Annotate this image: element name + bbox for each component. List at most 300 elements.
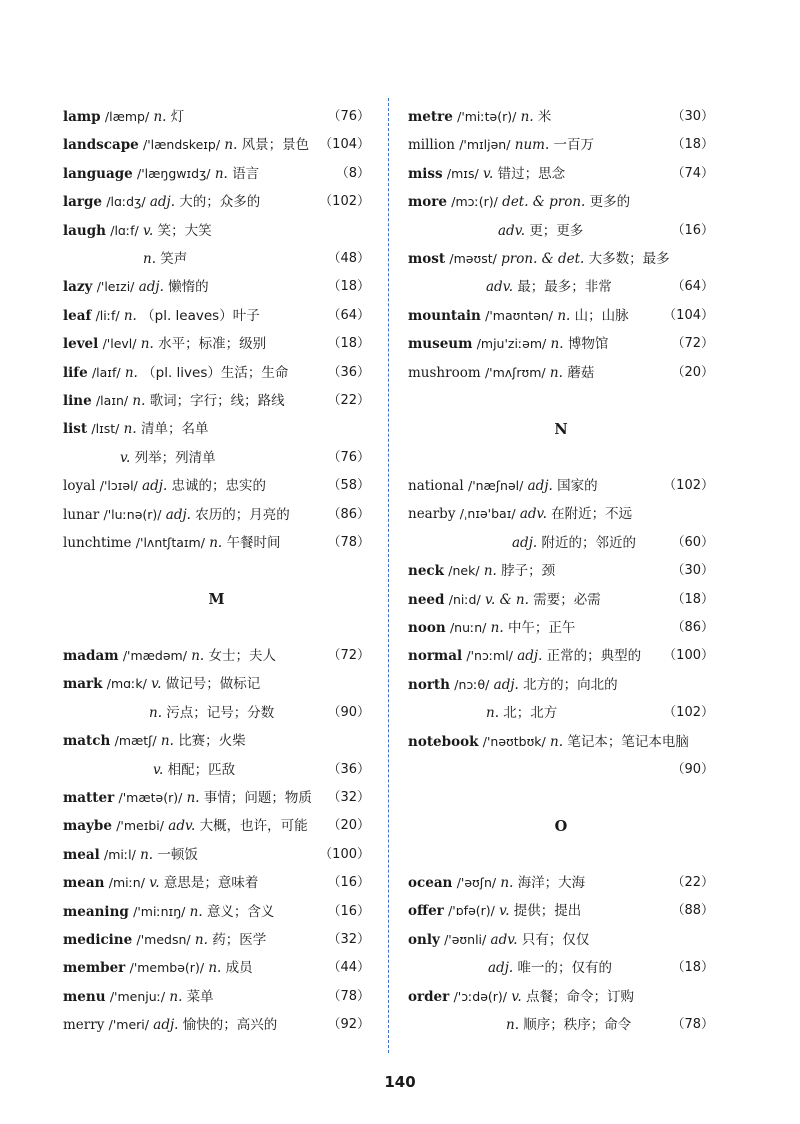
- dictionary-entry: [63, 333, 370, 355]
- translation: 菜单: [186, 988, 214, 1005]
- part-of-speech: adj.: [149, 194, 175, 211]
- entry-text: [63, 305, 260, 327]
- translation: 忠诚的；忠实的: [171, 478, 267, 495]
- page-reference: （18）: [671, 137, 714, 153]
- page-reference: （20）: [671, 364, 714, 380]
- translation: 灯: [170, 109, 185, 125]
- page-reference: （22）: [671, 875, 714, 890]
- headword: life: [63, 364, 88, 381]
- translation: 顺序；秩序；命令: [523, 1017, 632, 1033]
- dictionary-entry: [408, 333, 714, 355]
- entry-text: [63, 418, 208, 440]
- part-of-speech: n.: [169, 988, 183, 1005]
- headword: neck: [408, 563, 444, 580]
- headword: offer: [408, 903, 444, 920]
- translation: （pl. leaves）叶子: [141, 307, 260, 324]
- page-reference: （86）: [671, 620, 714, 635]
- part-of-speech: v.: [499, 903, 510, 920]
- entry-text: [506, 1014, 631, 1036]
- page-reference: （102）: [663, 478, 714, 493]
- dictionary-entry: [63, 929, 370, 951]
- entry-text: [149, 702, 274, 724]
- part-of-speech: v.: [153, 761, 164, 778]
- part-of-speech: n.: [143, 251, 156, 267]
- phonetic: /lɑːf/: [110, 222, 139, 238]
- dictionary-entry: [408, 362, 714, 384]
- page-reference: （76）: [327, 109, 370, 124]
- headword: most: [408, 251, 446, 267]
- page-reference: （16）: [327, 875, 370, 891]
- entry-text: [408, 333, 608, 355]
- part-of-speech: n.: [486, 705, 499, 722]
- headword: lamp: [63, 109, 101, 125]
- entry-continuation: [63, 447, 370, 469]
- entry-text: [63, 163, 259, 185]
- dictionary-entry: [63, 957, 370, 979]
- translation: 愉快的；高兴的: [182, 1017, 278, 1034]
- entry-text: [408, 674, 618, 696]
- translation: 列举；列清单: [134, 449, 216, 466]
- part-of-speech: adj.: [488, 960, 514, 977]
- headword: nearby: [408, 506, 456, 523]
- entry-text: [408, 362, 594, 384]
- phonetic: /'nəʊtbʊk/: [482, 733, 546, 749]
- headword: mark: [63, 676, 103, 693]
- part-of-speech: n.: [123, 307, 137, 324]
- dictionary-entry: [63, 1014, 370, 1036]
- page-reference: （102）: [319, 194, 370, 210]
- phonetic: /nuːn/: [449, 620, 487, 635]
- entry-continuation: [63, 702, 370, 724]
- translation: 正常的；典型的: [546, 648, 642, 665]
- part-of-speech: adj.: [142, 478, 168, 495]
- phonetic: /'meri/: [108, 1017, 149, 1033]
- entry-text: [63, 532, 281, 554]
- headword: line: [63, 393, 92, 409]
- page-reference: （76）: [327, 449, 370, 465]
- entry-text: [408, 475, 598, 497]
- entry-text: [408, 731, 689, 753]
- section-letter: M: [208, 591, 225, 608]
- page-reference: （74）: [671, 165, 714, 181]
- translation: 大多数；最多: [588, 251, 670, 267]
- translation: 笑；大笑: [157, 222, 212, 239]
- translation: 午餐时间: [226, 535, 281, 551]
- dictionary-entry: [408, 503, 714, 525]
- part-of-speech: n.: [123, 421, 137, 438]
- part-of-speech: n.: [490, 620, 504, 636]
- translation: 山；山脉: [574, 307, 629, 324]
- phonetic: /'mædəm/: [122, 648, 187, 663]
- entry-text: [63, 730, 246, 752]
- part-of-speech: n.: [140, 846, 154, 863]
- phonetic: /laɪf/: [91, 364, 121, 380]
- entry-text: [63, 106, 184, 128]
- phonetic: /niːd/: [448, 591, 481, 607]
- page-reference: （16）: [671, 222, 714, 238]
- part-of-speech: adj.: [527, 478, 553, 494]
- part-of-speech: n.: [557, 307, 571, 324]
- part-of-speech: n.: [483, 563, 497, 580]
- translation: （pl. lives）生活；生命: [142, 364, 289, 381]
- headword: order: [408, 988, 450, 1005]
- dictionary-entry: [408, 589, 714, 611]
- phonetic: /'nɔːml/: [466, 648, 513, 664]
- translation: 一百万: [553, 137, 595, 154]
- part-of-speech: v.: [149, 875, 160, 892]
- entry-text: [408, 617, 575, 639]
- translation: 错过；思念: [497, 165, 566, 182]
- dictionary-entry: [63, 475, 370, 497]
- dictionary-entry: [408, 106, 714, 128]
- headword: loyal: [63, 478, 96, 495]
- page-reference: （78）: [671, 1017, 714, 1032]
- headword: merry: [63, 1017, 105, 1034]
- part-of-speech: v.: [143, 222, 154, 239]
- entry-text: [63, 673, 260, 695]
- headword: large: [63, 194, 103, 211]
- translation: 事情；问题；物质: [203, 790, 312, 806]
- part-of-speech: adv.: [498, 222, 526, 239]
- dictionary-entry: [63, 418, 370, 440]
- page-reference: （72）: [327, 648, 370, 663]
- headword: mean: [63, 875, 105, 892]
- part-of-speech: v.: [151, 676, 162, 693]
- headword: national: [408, 478, 464, 494]
- part-of-speech: adj.: [165, 506, 191, 523]
- translation: 北方的；向北的: [523, 676, 618, 693]
- page-reference: （18）: [327, 336, 370, 352]
- page-reference: （78）: [327, 535, 370, 550]
- entry-text: [408, 106, 551, 128]
- entry-text: [408, 248, 670, 270]
- dictionary-entry: [408, 475, 714, 497]
- headword: million: [408, 137, 455, 154]
- page-reference: （104）: [319, 137, 370, 153]
- translation: 唯一的；仅有的: [517, 960, 612, 977]
- headword: mushroom: [408, 364, 481, 381]
- part-of-speech: n.: [153, 109, 167, 125]
- phonetic: /nek/: [448, 563, 480, 579]
- page-reference: （102）: [663, 705, 714, 721]
- entry-text: [486, 702, 557, 724]
- translation: 在附近；不远: [551, 506, 633, 523]
- dictionary-entry: [63, 163, 370, 185]
- dictionary-entry: [408, 617, 714, 639]
- part-of-speech: n.: [149, 704, 162, 721]
- entry-text: [63, 220, 212, 242]
- headword: miss: [408, 165, 443, 182]
- page-reference: （78）: [327, 988, 370, 1004]
- phonetic: /liːf/: [95, 307, 120, 323]
- dictionary-entry: [63, 276, 370, 298]
- page-reference: （36）: [327, 364, 370, 380]
- page-reference: （104）: [663, 307, 714, 323]
- phonetic: /'maʊntən/: [485, 307, 554, 323]
- part-of-speech: n.: [209, 535, 223, 551]
- part-of-speech: adv.: [519, 506, 547, 523]
- headword: match: [63, 733, 111, 750]
- dictionary-entry: [408, 163, 714, 185]
- part-of-speech: adv.: [486, 279, 514, 296]
- phonetic: /'mætə(r)/: [118, 790, 183, 805]
- translation: 脖子；颈: [501, 563, 556, 580]
- dictionary-entry: [63, 532, 370, 554]
- phonetic: /lɑːdʒ/: [106, 194, 146, 210]
- translation: 意思是；意味着: [163, 875, 259, 892]
- part-of-speech: v. & n.: [485, 591, 529, 608]
- phonetic: /'levl/: [102, 336, 137, 352]
- entry-text: [63, 134, 309, 156]
- part-of-speech: n.: [520, 109, 534, 125]
- translation: 比赛；火柴: [178, 733, 246, 750]
- entry-text: [63, 844, 198, 866]
- dictionary-entry: [408, 191, 714, 213]
- entry-text: [498, 220, 583, 242]
- part-of-speech: adv.: [168, 818, 196, 835]
- translation: 大概，也许，可能: [199, 818, 308, 835]
- phonetic: /miːn/: [108, 875, 145, 891]
- dictionary-entry: [408, 134, 714, 156]
- translation: 歌词；字行；线；路线: [149, 393, 285, 409]
- entry-text: [153, 759, 235, 781]
- entry-continuation: [408, 532, 714, 554]
- page-reference: （64）: [327, 307, 370, 323]
- part-of-speech: n.: [160, 733, 174, 750]
- entry-continuation: [408, 1014, 714, 1036]
- translation: 风景；景色: [241, 137, 310, 154]
- part-of-speech: adj.: [517, 648, 543, 665]
- headword: leaf: [63, 307, 92, 324]
- entry-text: [63, 191, 260, 213]
- page-reference: （20）: [327, 818, 370, 834]
- translation: 只有；仅仅: [521, 931, 590, 948]
- entry-text: [408, 134, 594, 156]
- phonetic: /mætʃ/: [114, 733, 157, 749]
- page-reference: （58）: [327, 478, 370, 494]
- translation: 海洋；大海: [517, 875, 586, 891]
- headword: member: [63, 960, 126, 977]
- entry-text: [63, 475, 266, 497]
- phonetic: /'læŋgwɪdʒ/: [137, 165, 211, 181]
- phonetic: /mɔː(r)/: [451, 194, 498, 210]
- entry-text: [408, 900, 581, 922]
- phonetic: /'membə(r)/: [129, 960, 205, 976]
- dictionary-entry: [63, 305, 370, 327]
- translation: 提供；提出: [513, 903, 582, 920]
- headword: maybe: [63, 818, 112, 835]
- page-number: 140: [384, 1073, 416, 1091]
- column-divider: [388, 98, 389, 1053]
- page-reference: （32）: [327, 932, 370, 947]
- page-reference: （88）: [671, 903, 714, 919]
- entry-continuation: [408, 957, 714, 979]
- part-of-speech: n.: [214, 165, 228, 182]
- phonetic: /'medsn/: [136, 932, 191, 947]
- dictionary-entry: [63, 872, 370, 894]
- part-of-speech: n.: [191, 648, 205, 664]
- page-reference: （60）: [671, 534, 714, 550]
- dictionary-entry: [63, 815, 370, 837]
- dictionary-entry: [408, 986, 714, 1008]
- page-reference: （64）: [671, 279, 714, 295]
- entry-text: [63, 957, 253, 979]
- headword: only: [408, 931, 440, 948]
- headword: lazy: [63, 279, 93, 296]
- dictionary-entry: [408, 674, 714, 696]
- part-of-speech: v.: [120, 449, 131, 466]
- entry-text: [63, 787, 312, 809]
- part-of-speech: n.: [550, 336, 564, 353]
- entry-continuation: [63, 248, 370, 270]
- phonetic: /'əʊnli/: [444, 931, 487, 947]
- phonetic: /mju'ziːəm/: [476, 336, 547, 352]
- page-reference: （100）: [319, 846, 370, 862]
- part-of-speech: n.: [124, 364, 138, 381]
- page-reference: （18）: [327, 279, 370, 295]
- headword: lunar: [63, 506, 100, 523]
- translation: 成员: [225, 960, 253, 977]
- dictionary-entry: [63, 730, 370, 752]
- headword: laugh: [63, 222, 106, 239]
- entry-text: [408, 503, 632, 525]
- headword: ocean: [408, 875, 453, 891]
- translation: 懒惰的: [168, 279, 209, 296]
- translation: 大的；众多的: [179, 194, 261, 211]
- part-of-speech: n.: [186, 790, 200, 806]
- translation: 女士；夫人: [208, 648, 277, 664]
- headword: landscape: [63, 137, 139, 154]
- page-reference: （90）: [671, 762, 714, 777]
- part-of-speech: n.: [224, 137, 238, 154]
- page-reference: （90）: [327, 704, 370, 720]
- dictionary-entry: [63, 362, 370, 384]
- entry-text: [63, 362, 288, 384]
- phonetic: /lɪst/: [91, 421, 120, 437]
- translation: 笑声: [160, 251, 188, 267]
- page-reference: （32）: [327, 790, 370, 805]
- translation: 国家的: [557, 478, 598, 494]
- entry-text: [120, 447, 216, 469]
- entry-text: [408, 645, 641, 667]
- entry-text: [408, 929, 589, 951]
- phonetic: /'lɔɪəl/: [99, 478, 138, 494]
- phonetic: /'ɔːdə(r)/: [453, 988, 508, 1004]
- translation: 米: [537, 109, 552, 125]
- headword: notebook: [408, 733, 479, 750]
- page-reference: （36）: [327, 761, 370, 777]
- part-of-speech: n.: [194, 932, 208, 948]
- translation: 博物馆: [567, 336, 609, 353]
- entry-text: [63, 929, 266, 951]
- translation: 相配；匹敌: [167, 761, 236, 778]
- part-of-speech: adj.: [512, 534, 538, 551]
- translation: 需要；必需: [533, 591, 601, 608]
- dictionary-entry: [63, 901, 370, 923]
- translation: 中午；正午: [507, 620, 576, 636]
- part-of-speech: v.: [511, 988, 522, 1005]
- headword: medicine: [63, 932, 133, 948]
- dictionary-entry: [63, 390, 370, 412]
- translation: 水平；标准；级别: [158, 336, 267, 353]
- phonetic: /læmp/: [104, 109, 150, 124]
- dictionary-entry: [63, 504, 370, 526]
- page-reference: （16）: [327, 903, 370, 919]
- dictionary-entry: [408, 645, 714, 667]
- translation: 清单；名单: [140, 421, 209, 438]
- headword: mountain: [408, 307, 481, 324]
- part-of-speech: adv.: [490, 931, 518, 948]
- entry-continuation: [408, 220, 714, 242]
- page-reference: （48）: [327, 251, 370, 266]
- entry-text: [63, 333, 266, 355]
- page-reference: （30）: [671, 563, 714, 579]
- part-of-speech: n.: [500, 875, 514, 891]
- dictionary-entry: [63, 106, 370, 128]
- phonetic: /ˌnɪə'baɪ/: [459, 506, 516, 522]
- dictionary-entry: [63, 220, 370, 242]
- part-of-speech: n.: [189, 903, 203, 920]
- entry-text: [408, 191, 630, 213]
- translation: 附近的；邻近的: [541, 534, 636, 551]
- section-letter: N: [554, 421, 568, 438]
- headword: lunchtime: [63, 535, 132, 551]
- entry-text: [63, 276, 209, 298]
- section-letter: O: [554, 818, 568, 835]
- page-reference: （18）: [671, 591, 714, 607]
- translation: 意义；含义: [206, 903, 275, 920]
- entry-text: [63, 815, 308, 837]
- entry-continuation: [408, 702, 714, 724]
- part-of-speech: n.: [506, 1017, 519, 1033]
- dictionary-entry: [408, 872, 714, 894]
- entry-text: [512, 532, 636, 554]
- translation: 一顿饭: [157, 846, 198, 863]
- dictionary-entry: [408, 248, 714, 270]
- translation: 更多的: [589, 194, 631, 211]
- phonetic: /nɔːθ/: [454, 676, 490, 692]
- translation: 污点；记号；分数: [166, 704, 275, 721]
- dictionary-entry: [63, 844, 370, 866]
- entry-continuation: [63, 759, 370, 781]
- entry-text: [408, 589, 601, 611]
- entry-continuation: [408, 759, 714, 781]
- phonetic: /'meɪbi/: [116, 818, 164, 834]
- entry-text: [63, 645, 276, 667]
- dictionary-entry: [408, 305, 714, 327]
- part-of-speech: n.: [549, 364, 563, 381]
- entry-text: [63, 986, 214, 1008]
- headword: metre: [408, 109, 453, 125]
- entry-text: [408, 560, 555, 582]
- phonetic: /'miːtə(r)/: [457, 109, 517, 124]
- phonetic: /'mɪljən/: [459, 137, 511, 153]
- page-reference: （22）: [327, 393, 370, 408]
- headword: museum: [408, 336, 473, 353]
- entry-text: [488, 957, 612, 979]
- dictionary-entry: [63, 673, 370, 695]
- entry-text: [63, 390, 285, 412]
- translation: 药；医学: [212, 932, 267, 948]
- part-of-speech: adj.: [153, 1017, 179, 1034]
- page-reference: （8）: [335, 165, 370, 181]
- page-reference: （44）: [327, 960, 370, 976]
- entry-text: [408, 305, 629, 327]
- phonetic: /'lʌntʃtaɪm/: [135, 535, 205, 550]
- headword: noon: [408, 620, 446, 636]
- headword: meal: [63, 846, 100, 863]
- phonetic: /'lændskeɪp/: [143, 137, 221, 153]
